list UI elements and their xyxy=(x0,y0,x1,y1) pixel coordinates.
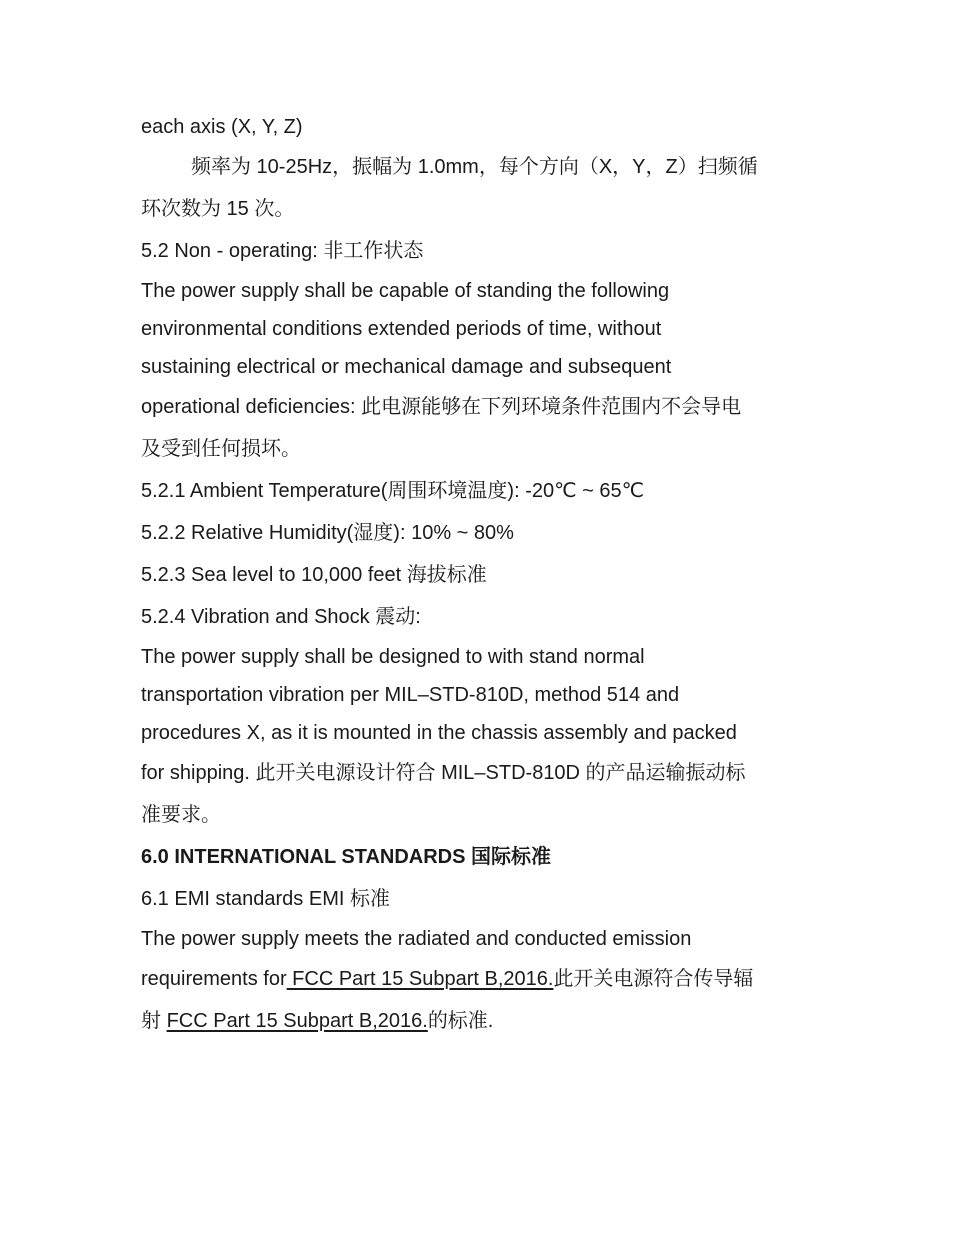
document-body xyxy=(141,108,821,1042)
standard-link[interactable]: FCC Part 15 Subpart B,2016. xyxy=(286,968,554,990)
spec-item: 5.2.3 Sea level to 10,000 feet 海拔标准 xyxy=(141,564,487,586)
text-line: transportation vibration per MIL–STD-810D, method 514 and xyxy=(141,684,680,706)
text-line: 环次数为 15 次。 xyxy=(141,198,295,220)
section-heading: 6.1 EMI standards EMI 标准 xyxy=(141,888,390,910)
text-line: environmental conditions extended periods of time, without xyxy=(141,318,662,340)
text-line: The power supply meets the radiated and conducted emission xyxy=(141,928,692,950)
text-line: The power supply shall be capable of standing the following xyxy=(141,280,670,302)
line-text: 此开关电源符合传导辐 xyxy=(553,968,754,990)
line-text: 射 xyxy=(141,1010,167,1032)
spec-item: 5.2.2 Relative Humidity(湿度): 10% ~ 80% xyxy=(141,522,514,544)
spec-item: 5.2.4 Vibration and Shock 震动: xyxy=(141,606,421,628)
text-line: The power supply shall be designed to with stand normal xyxy=(141,646,645,668)
text-line xyxy=(141,958,821,1000)
standard-link[interactable]: FCC Part 15 Subpart B,2016. xyxy=(166,1010,428,1032)
line-text: 的标准. xyxy=(427,1010,494,1032)
text-line: 频率为 10-25Hz，振幅为 1.0mm，每个方向（X，Y，Z）扫频循 xyxy=(191,156,758,178)
text-line: 及受到任何损坏。 xyxy=(141,438,301,460)
section-title: 6.0 INTERNATIONAL STANDARDS 国际标准 xyxy=(141,846,552,868)
text-line: each axis (X, Y, Z) xyxy=(141,116,303,138)
text-line xyxy=(141,1000,821,1042)
text-line: for shipping. 此开关电源设计符合 MIL–STD-810D 的产品运输振动标 xyxy=(141,762,746,784)
text-line: sustaining electrical or mechanical damage and subsequent xyxy=(141,356,672,378)
text-line: 准要求。 xyxy=(141,804,221,826)
spec-item: 5.2.1 Ambient Temperature(周围环境温度): -20℃ ~ 65℃ xyxy=(141,480,645,502)
text-line: operational deficiencies: 此电源能够在下列环境条件范围内不会导电 xyxy=(141,396,742,418)
line-text: requirements for xyxy=(141,968,287,990)
section-heading: 5.2 Non - operating: 非工作状态 xyxy=(141,240,424,262)
text-line: procedures X, as it is mounted in the chassis assembly and packed xyxy=(141,722,737,744)
